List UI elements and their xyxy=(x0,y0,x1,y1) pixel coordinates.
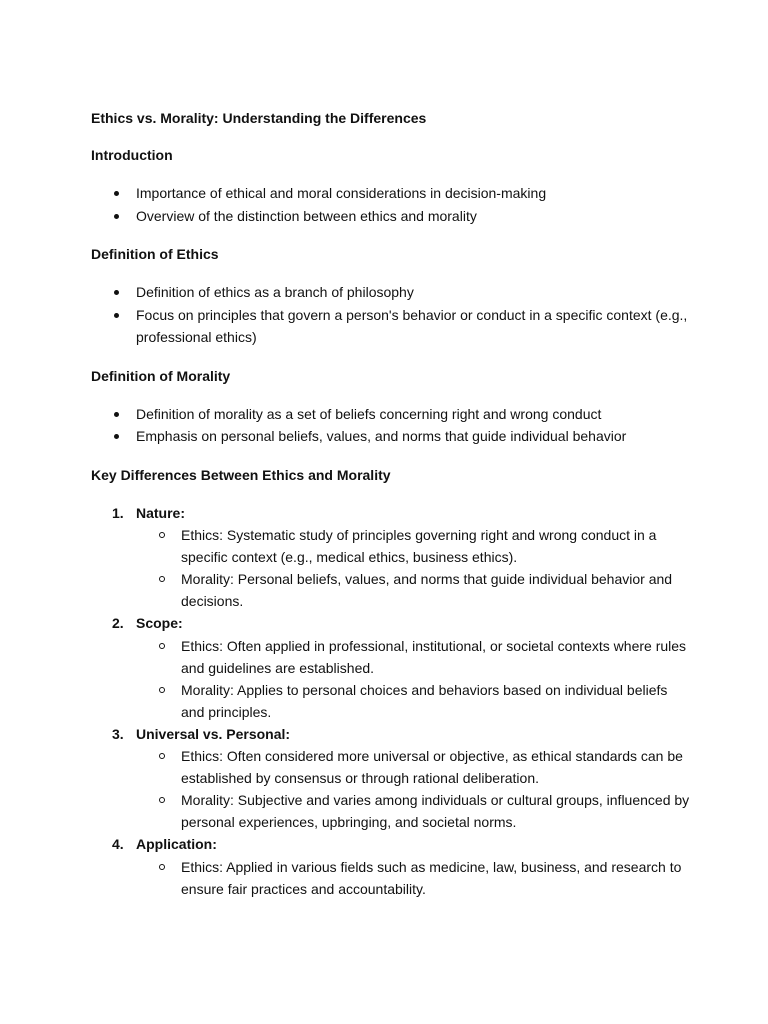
item-label: Universal vs. Personal: xyxy=(136,725,291,742)
sub-item: Ethics: Often considered more universal or objective, as ethical standards can be established by consensus or through rational deliberation. xyxy=(136,745,691,789)
introduction-list xyxy=(91,182,691,227)
sub-item: Morality: Subjective and varies among individuals or cultural groups, influenced by personal experiences, upbringing, and societal norms. xyxy=(136,789,691,833)
item-number: 4. xyxy=(112,836,124,852)
sub-list xyxy=(136,856,691,900)
sub-item: Ethics: Often applied in professional, institutional, or societal contexts where rules and guidelines are established. xyxy=(136,635,691,679)
sub-item: Morality: Applies to personal choices and behaviors based on individual beliefs and principles. xyxy=(136,679,691,723)
item-number: 2. xyxy=(112,615,124,631)
hollow-bullet-icon xyxy=(159,576,165,582)
ethics-definition-list xyxy=(91,281,691,349)
bullet-icon xyxy=(114,290,119,295)
list-item: Emphasis on personal beliefs, values, and norms that guide individual behavior xyxy=(91,425,691,448)
item-label: Scope: xyxy=(136,615,183,631)
list-item: Overview of the distinction between ethics and morality xyxy=(91,205,691,228)
hollow-bullet-icon xyxy=(159,687,165,693)
bullet-icon xyxy=(114,313,119,318)
difference-item xyxy=(91,833,691,900)
difference-item xyxy=(91,502,691,613)
sub-list xyxy=(136,745,691,833)
item-label: Application: xyxy=(136,836,217,852)
hollow-bullet-icon xyxy=(159,797,165,803)
item-label: Nature: xyxy=(136,504,186,521)
sub-item: Ethics: Applied in various fields such as medicine, law, business, and research to ensure fair practices and accountability. xyxy=(136,856,691,900)
introduction-heading: Introduction xyxy=(91,147,173,163)
sub-list xyxy=(136,635,691,723)
bullet-icon xyxy=(114,412,119,417)
difference-item xyxy=(91,612,691,723)
bullet-icon xyxy=(114,214,119,219)
list-item: Importance of ethical and moral considerations in decision-making xyxy=(91,182,691,205)
sub-item: Morality: Personal beliefs, values, and norms that guide individual behavior and decisions. xyxy=(136,568,691,612)
ethics-definition-heading: Definition of Ethics xyxy=(91,246,219,262)
list-item: Definition of morality as a set of beliefs concerning right and wrong conduct xyxy=(91,403,691,426)
item-number: 3. xyxy=(112,725,124,742)
document-page xyxy=(91,108,691,900)
morality-definition-list xyxy=(91,403,691,448)
key-differences-heading: Key Differences Between Ethics and Morality xyxy=(91,466,391,483)
list-item: Definition of ethics as a branch of philosophy xyxy=(91,281,691,304)
bullet-icon xyxy=(114,434,119,439)
bullet-icon xyxy=(114,191,119,196)
list-item: Focus on principles that govern a person's behavior or conduct in a specific context (e.g., professional ethics) xyxy=(91,304,691,349)
difference-item xyxy=(91,723,691,834)
morality-definition-heading: Definition of Morality xyxy=(91,367,231,384)
hollow-bullet-icon xyxy=(159,753,165,759)
key-differences-list xyxy=(91,502,691,900)
document-title: Ethics vs. Morality: Understanding the Differences xyxy=(91,110,427,126)
sub-item: Ethics: Systematic study of principles governing right and wrong conduct in a specific context (e.g., medical ethics, business ethics). xyxy=(136,524,691,568)
sub-list xyxy=(136,524,691,612)
hollow-bullet-icon xyxy=(159,864,165,870)
item-number: 1. xyxy=(112,504,124,521)
hollow-bullet-icon xyxy=(159,643,165,649)
hollow-bullet-icon xyxy=(159,532,165,538)
